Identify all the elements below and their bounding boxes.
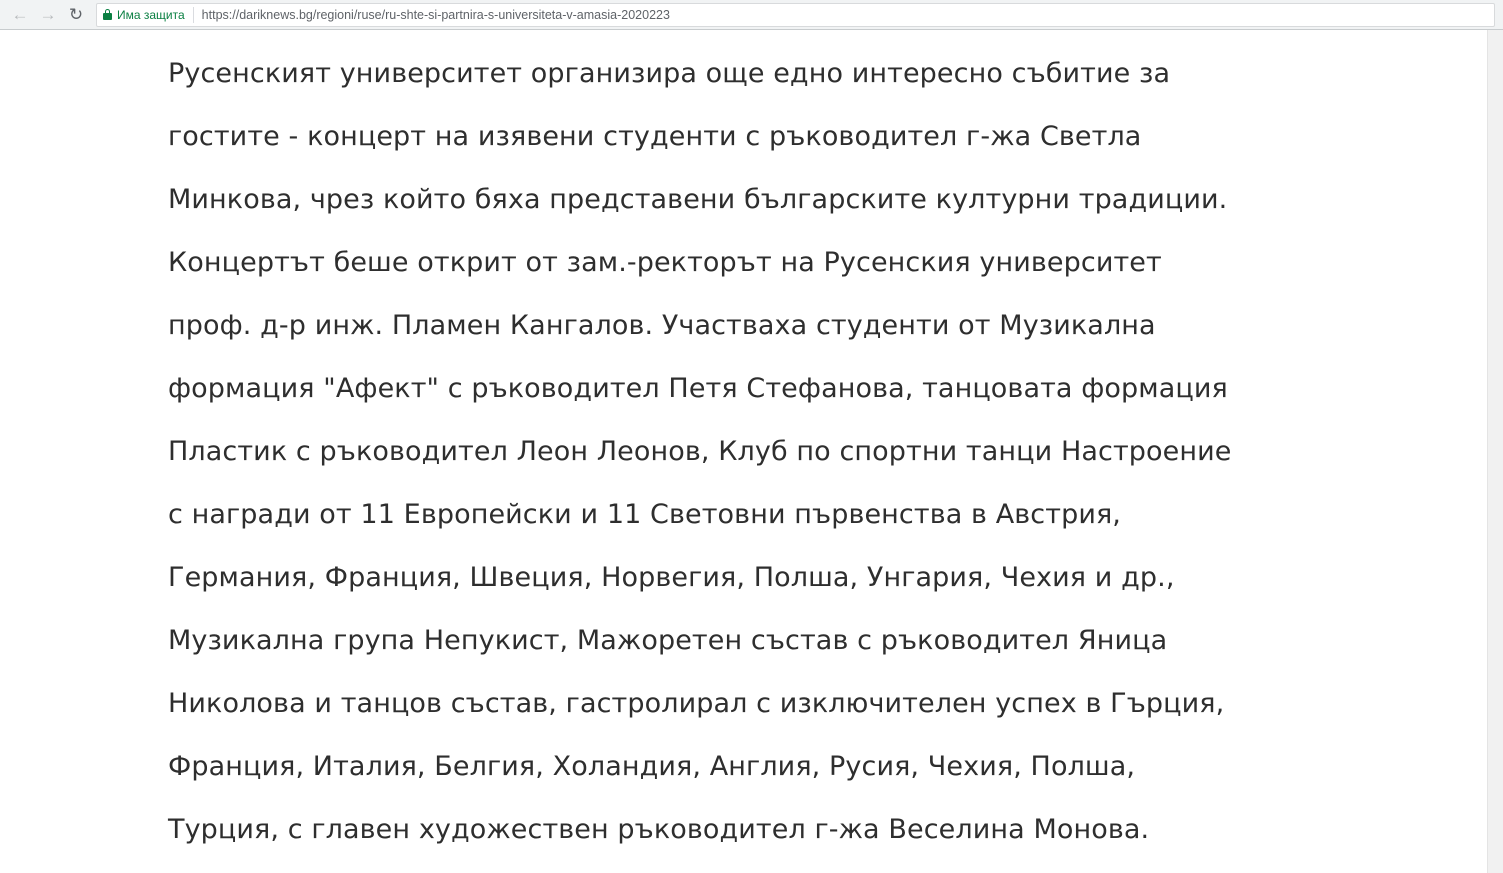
article-paragraph: Русенският университет организира още едно интересно събитие за гостите - концерт на изявени студенти с ръководител г-жа Светла Минкова, чрез който бяха представени българските културни традиции. Концертът беше открит от зам.-ректорът на Русенския университет проф. д-р инж. Пламен Кангалов. Участваха студенти от Музикална формация "Афект" с ръководител Петя Стефанова, танцовата формация Пластик с ръководител Леон Леонов, Клуб по спортни танци Настроение с награди от 11 Европейски и 11 Световни първенства в Австрия, Германия, Франция, Швеция, Норвегия, Полша, Унгария, Чехия и др., Музикална група Непукист, Мажоретен състав с ръководител Яница Николова и танцов състав, гастролирал с изключителен успех в Гърция, Франция, Италия, Белгия, Холандия, Англия, Русия, Чехия, Полша, Турция, с главен художествен ръководител г-жа Веселина Монова. (168, 58, 1232, 845)
lock-icon (103, 9, 112, 20)
forward-arrow-icon[interactable]: → (39, 5, 57, 24)
vertical-scrollbar[interactable] (1487, 30, 1503, 873)
page-viewport (0, 30, 1503, 873)
omnibox-divider (193, 7, 194, 23)
url-text[interactable] (202, 8, 670, 22)
browser-toolbar (0, 0, 1503, 30)
site-security-chip[interactable] (103, 8, 193, 22)
address-bar[interactable] (96, 3, 1495, 27)
navigation-buttons (0, 0, 90, 30)
reload-icon[interactable]: ↻ (68, 5, 84, 24)
url-full: https://dariknews.bg/regioni/ruse/ru-shte-si-partnira-s-universiteta-v-amasia-2020223 (201, 7, 670, 22)
security-label: Има защита (117, 7, 185, 22)
back-arrow-icon[interactable]: ← (11, 5, 29, 24)
